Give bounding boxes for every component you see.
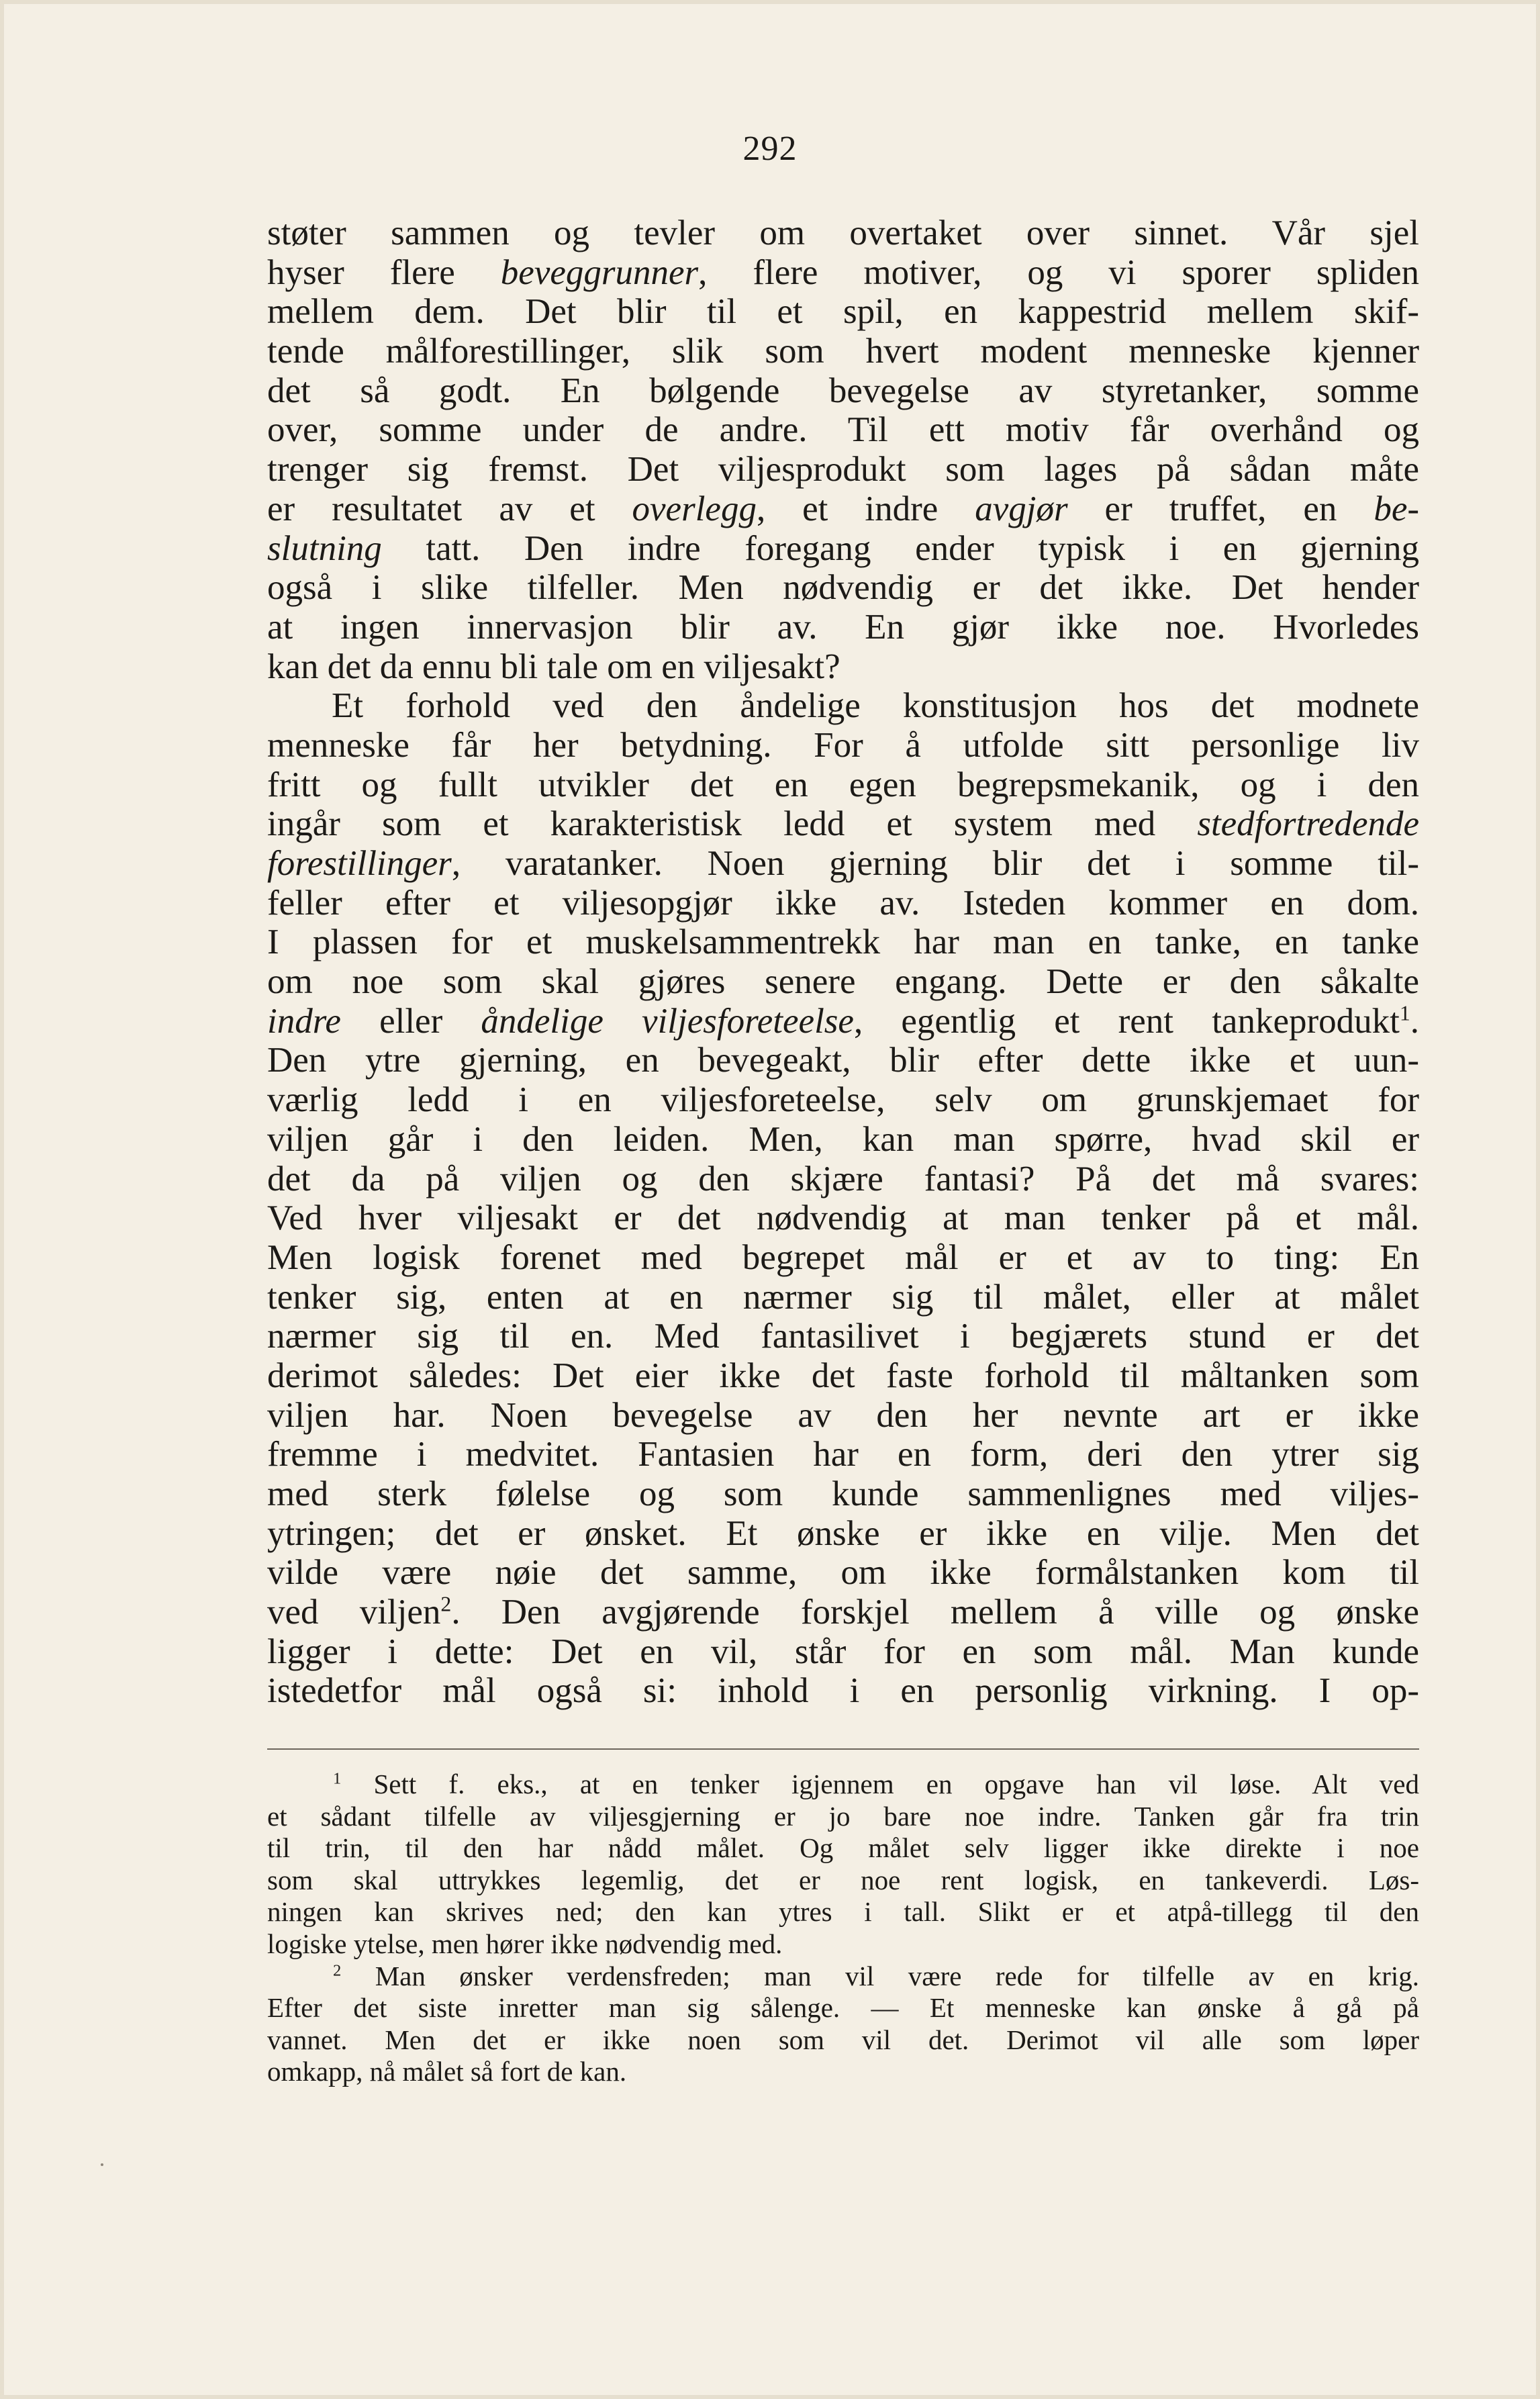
text-line: slutning tatt. Den indre foregang ender typisk i en gjerning bbox=[267, 528, 1419, 568]
text-line: Ved hver viljesakt er det nødvendig at man tenker på et mål. bbox=[267, 1198, 1419, 1238]
paper-speck bbox=[101, 2163, 103, 2166]
footnote-marker: 1 bbox=[333, 1769, 342, 1788]
text-line: støter sammen og tevler om overtaket over sinnet. Vår sjel bbox=[267, 214, 1419, 252]
emphasis: avgjør bbox=[975, 489, 1068, 528]
footnote-ref: 2 bbox=[440, 1592, 452, 1616]
text-line: istedetfor mål også si: inhold i en personlig virkning. I op- bbox=[267, 1671, 1419, 1711]
text-line: indre eller åndelige viljesforeteelse, egentlig et rent tankeprodukt$^1$. bbox=[267, 1001, 1419, 1041]
text-line: ved viljen$^2$. Den avgjørende forskjel mellem å ville og ønske bbox=[267, 1592, 1419, 1632]
text-line: menneske får her betydning. For å utfolde sitt personlige liv bbox=[267, 725, 1419, 765]
paragraph-start-line: Et forhold ved den åndelige konstitusjon hos det modnete bbox=[332, 686, 1419, 726]
footnote-line: til trin, til den har nådd målet. Og målet selv ligger ikke direkte i noe bbox=[267, 1832, 1419, 1864]
text-line: Den ytre gjerning, en bevegeakt, blir efter dette ikke et uun- bbox=[267, 1041, 1419, 1080]
footnote-line: et sådant tilfelle av viljesgjerning er jo bare noe indre. Tanken går fra trin bbox=[267, 1800, 1419, 1832]
text-line: trenger sig fremst. Det viljesprodukt som lages på sådan måte bbox=[267, 450, 1419, 489]
text-line: nærmer sig til en. Med fantasilivet i begjærets stund er det bbox=[267, 1317, 1419, 1356]
text-line: forestillinger, varatanker. Noen gjerning blir det i somme til- bbox=[267, 844, 1419, 883]
text-line: vilde være nøie det samme, om ikke formålstanken kom til bbox=[267, 1553, 1419, 1593]
text-line: tenker sig, enten at en nærmer sig til målet, eller at målet bbox=[267, 1277, 1419, 1317]
emphasis: overlegg bbox=[632, 489, 757, 528]
text-line: det da på viljen og den skjære fantasi? På det må svares: bbox=[267, 1159, 1419, 1198]
text-line: derimot således: Det eier ikke det faste forhold til måltanken som bbox=[267, 1356, 1419, 1395]
emphasis: beveggrunner bbox=[500, 252, 699, 292]
text-line: hyser flere beveggrunner, flere motiver, og vi sporer spliden bbox=[267, 252, 1419, 292]
text-line: om noe som skal gjøres senere engang. Dette er den såkalte bbox=[267, 962, 1419, 1002]
text-line: værlig ledd i en viljesforeteelse, selv om grunskjemaet for bbox=[267, 1080, 1419, 1120]
footnote-line: $^1$ Sett f. eks., at en tenker igjennem en opgave han vil løse. Alt ved bbox=[333, 1769, 1419, 1799]
text-line: tende målforestillinger, slik som hvert modent menneske kjenner bbox=[267, 332, 1419, 371]
text-line: også i slike tilfeller. Men nødvendig er det ikke. Det hender bbox=[267, 568, 1419, 608]
footnote-line: Efter det siste inretter man sig sålenge. — Et menneske kan ønske å gå på bbox=[267, 1992, 1419, 2024]
body-text bbox=[267, 214, 1419, 1711]
text-line: med sterk følelse og som kunde sammenlignes med viljes- bbox=[267, 1474, 1419, 1513]
text-line: ligger i dette: Det en vil, står for en som mål. Man kunde bbox=[267, 1632, 1419, 1671]
text-line: fremme i medvitet. Fantasien har en form, deri den ytrer sig bbox=[267, 1435, 1419, 1474]
text-line: viljen har. Noen bevegelse av den her nevnte art er ikke bbox=[267, 1395, 1419, 1435]
footnote-marker: 2 bbox=[333, 1961, 342, 1979]
text-line: over, somme under de andre. Til ett motiv får overhånd og bbox=[267, 410, 1419, 450]
emphasis: åndelige viljesforeteelse bbox=[481, 1001, 854, 1041]
text-line: ingår som et karakteristisk ledd et system med stedfortredende bbox=[267, 804, 1419, 844]
text-line: feller efter et viljesopgjør ikke av. Isteden kommer en dom. bbox=[267, 883, 1419, 923]
page-number: 292 bbox=[742, 130, 798, 168]
text-line: fritt og fullt utvikler det en egen begrepsmekanik, og i den bbox=[267, 765, 1419, 804]
emphasis: stedfortredende bbox=[1197, 804, 1419, 844]
footnote-line: omkapp, nå målet så fort de kan. bbox=[267, 2056, 627, 2087]
text-line: det så godt. En bølgende bevegelse av styretanker, somme bbox=[267, 371, 1419, 410]
footnote-line: vannet. Men det er ikke noen som vil det. Derimot vil alle som løper bbox=[267, 2024, 1419, 2055]
emphasis: forestillinger bbox=[267, 844, 452, 883]
emphasis: slutning bbox=[267, 528, 382, 568]
footnote-line: ningen kan skrives ned; den kan ytres i tall. Slikt er et atpå-tillegg til den bbox=[267, 1896, 1419, 1928]
emphasis: be- bbox=[1374, 489, 1420, 528]
text-line: er resultatet av et overlegg, et indre avgjør er truffet, en be- bbox=[267, 489, 1420, 528]
text-line: kan det da ennu bli tale om en viljesakt? bbox=[267, 647, 840, 686]
text-line: ytringen; det er ønsket. Et ønske er ikke en vilje. Men det bbox=[267, 1513, 1419, 1553]
text-line: I plassen for et muskelsammentrekk har man en tanke, en tanke bbox=[267, 923, 1419, 962]
footnotes bbox=[267, 1769, 1419, 2088]
footnote-line: $^2$ Man ønsker verdensfreden; man vil være rede for tilfelle av en krig. bbox=[333, 1960, 1419, 1991]
text-line: mellem dem. Det blir til et spil, en kappestrid mellem skif- bbox=[267, 292, 1419, 332]
footnote-line: logiske ytelse, men hører ikke nødvendig med. bbox=[267, 1928, 783, 1959]
footnote-divider bbox=[267, 1748, 1419, 1750]
emphasis: indre bbox=[267, 1001, 341, 1041]
footnote-line: som skal uttrykkes legemlig, det er noe rent logisk, en tankeverdi. Løs- bbox=[267, 1864, 1419, 1895]
footnote-ref: 1 bbox=[1399, 1001, 1410, 1025]
text-line: at ingen innervasjon blir av. En gjør ikke noe. Hvorledes bbox=[267, 607, 1419, 647]
text-line: viljen går i den leiden. Men, kan man spørre, hvad skil er bbox=[267, 1119, 1419, 1159]
text-line: Men logisk forenet med begrepet mål er et av to ting: En bbox=[267, 1237, 1419, 1277]
